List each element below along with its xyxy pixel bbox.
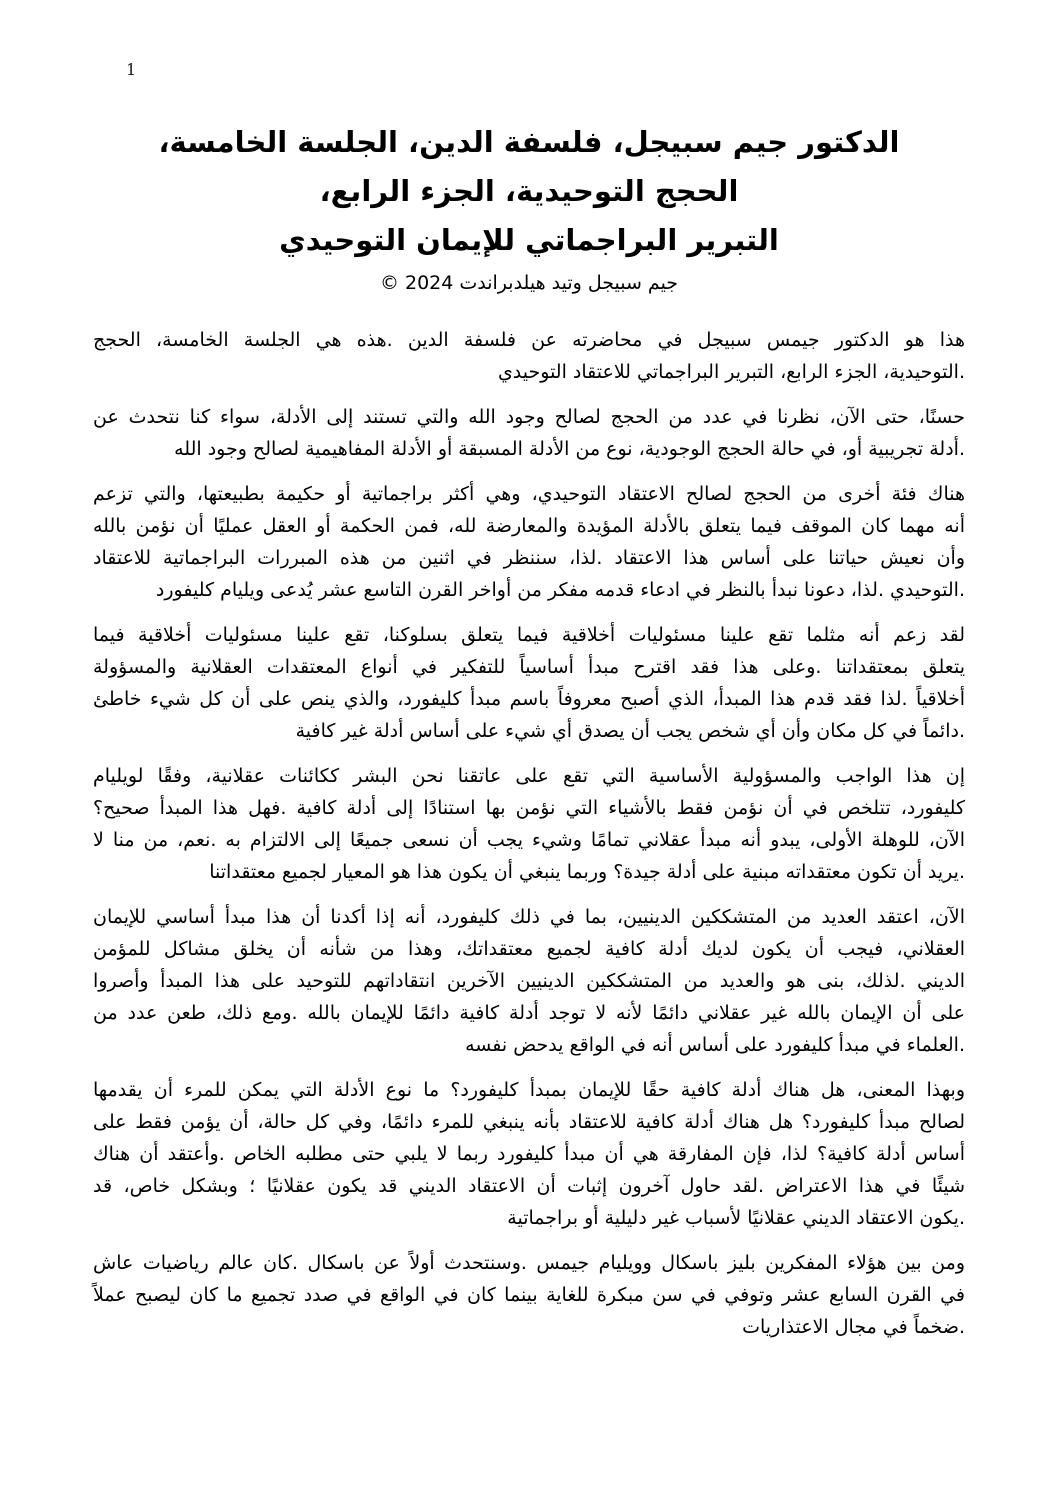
- title-line: الحجج التوحيدية، الجزء الرابع،: [319, 174, 739, 208]
- page-number: 1: [126, 60, 137, 79]
- text-line: وأن نعيش حياتنا على أساس هذا الاعتقاد .لذا، سننظر في اثنين من هذه المبررات البراجماتية للاعتقاد: [93, 547, 965, 569]
- paragraph: [93, 1074, 965, 1234]
- text-line: إن هذا الواجب والمسؤولية الأساسية التي تقع على عاتقنا نحن البشر ككائنات عقلانية، وفقًا لويليام: [93, 765, 965, 787]
- paragraph: [93, 901, 965, 1061]
- text-line: وبهذا المعنى، هل هناك أدلة كافية حقًا للإيمان بمبدأ كليفورد؟ ما نوع الأدلة التي يمكن للمرء أن يقدمها: [93, 1079, 965, 1101]
- text-line: لصالح مبدأ كليفورد؟ هل هناك أدلة كافية للاعتقاد بأنه ينبغي للمرء دائمًا، وفي كل حالة، أن يؤمن فقط على: [93, 1111, 965, 1133]
- text-line: هذا هو الدكتور جيمس سبيجل في محاضرته عن فلسفة الدين .هذه هي الجلسة الخامسة، الحجج: [93, 329, 965, 351]
- document-body: [93, 324, 965, 1343]
- text-line: ومن بين هؤلاء المفكرين بليز باسكال وويليام جيمس .وسنتحدث أولاً عن باسكال .كان عالم رياضيات عاش: [93, 1252, 965, 1274]
- document-title: [93, 118, 965, 265]
- copyright-byline: جيم سبيجل وتيد هيلدبراندت 2024 ©: [379, 272, 679, 294]
- text-line: لقد زعم أنه مثلما تقع علينا مسئوليات أخلاقية فيما يتعلق بسلوكنا، تقع علينا مسئوليات أخلاقية فيما: [93, 624, 965, 646]
- text-line: الآن، اعتقد العديد من المتشككين الدينيين، بما في ذلك كليفورد، أنه إذا أكدنا أن هذا مبدأ أساسي للإيمان: [93, 906, 965, 928]
- text-line: يتعلق بمعتقداتنا .وعلى هذا فقد اقترح مبدأ أساسياً للتفكير في أنواع المعتقدات العقلانية والمسؤولة: [93, 656, 965, 678]
- text-line: .يريد أن تكون معتقداته مبنية على أدلة جيدة؟ وربما ينبغي أن يكون هذا هو المعيار لجميع معتقداتنا: [209, 861, 965, 883]
- title-line: الدكتور جيم سبيجل، فلسفة الدين، الجلسة الخامسة،: [158, 125, 900, 159]
- paragraph: [93, 619, 965, 747]
- text-line: شيئًا في هذا الاعتراض .لقد حاول آخرون إثبات أن الاعتقاد الديني قد يكون عقلانيًا ؛ وبشكل خاص، قد: [93, 1175, 965, 1197]
- text-line: .يكون الاعتقاد الديني عقلانيًا لأسباب غير دليلية أو براجماتية: [507, 1207, 965, 1229]
- text-line: .ضخماً في مجال الاعتذاريات: [742, 1316, 965, 1338]
- text-line: هناك فئة أخرى من الحجج لصالح الاعتقاد التوحيدي، وهي أكثر براجماتية أو حكيمة بطبيعتها، والتي تزعم: [93, 483, 965, 505]
- text-line: حسنًا، حتى الآن، نظرنا في عدد من الحجج لصالح وجود الله والتي تستند إلى الأدلة، سواء كنا نتحدث عن: [93, 406, 965, 428]
- text-line: .العلماء في مبدأ كليفورد على أساس أنه في الواقع يدحض نفسه: [465, 1034, 965, 1056]
- text-line: أخلاقياً .لذا فقد قدم هذا المبدأ، الذي أصبح معروفاً باسم مبدأ كليفورد، والذي ينص على أن كل شيء خاطئ: [93, 688, 965, 710]
- text-line: أساس أدلة كافية؟ لذا، فإن المفارقة هي أن مبدأ كليفورد ربما لا يلبي حتى مطلبه الخاص .وأعتقد أن هناك: [93, 1143, 965, 1165]
- page-content: [0, 118, 1058, 1343]
- text-line: في القرن السابع عشر وتوفي في سن مبكرة للغاية بينما كان في الواقع في صدد تجميع ما كان ليصبح عملاً: [93, 1284, 965, 1306]
- text-line: .التوحيدي .لذا، دعونا نبدأ بالنظر في ادعاء قدمه مفكر من أواخر القرن التاسع عشر يُدعى ويليام كليفورد: [155, 579, 965, 601]
- text-line: كليفورد، تتلخص في أن نؤمن فقط بالأشياء التي نؤمن بها استنادًا إلى أدلة كافية .فهل هذا المبدأ صحيح؟: [93, 797, 965, 819]
- paragraph: [93, 478, 965, 606]
- text-line: .أدلة تجريبية أو، في حالة الحجج الوجودية، نوع من الأدلة المسبقة أو الأدلة المفاهيمية لصالح وجود الله: [174, 438, 965, 460]
- paragraph: [93, 760, 965, 888]
- text-line: على أن الإيمان بالله غير عقلاني دائمًا لأنه لا توجد أدلة كافية دائمًا للإيمان بالله .ومع ذلك، طعن عدد من: [93, 1002, 965, 1024]
- paragraph: [93, 401, 965, 465]
- paragraph: [93, 1247, 965, 1343]
- text-line: الديني .لذلك، بنى هو والعديد من المتشككين الدينيين الآخرين انتقاداتهم للتوحيد على هذا المبدأ وأصروا: [93, 970, 965, 992]
- paragraph: [93, 324, 965, 388]
- document-header: [93, 118, 965, 296]
- text-line: .التوحيدية، الجزء الرابع، التبرير البراجماتي للاعتقاد التوحيدي: [497, 361, 965, 383]
- text-line: العقلاني، فيجب أن يكون لديك أدلة كافية لجميع معتقداتك، وهذا من شأنه أن يخلق مشاكل للمؤمن: [93, 938, 965, 960]
- text-line: .دائماً في كل مكان وأن أي شخص يجب أن يصدق أي شيء على أساس أدلة غير كافية: [295, 720, 965, 742]
- text-line: أنه مهما كان الموقف فيما يتعلق بالأدلة المؤيدة والمعارضة لله، فمن الحكمة أو العقل عمليًا أن نؤمن بالله: [93, 515, 965, 537]
- title-line: التبرير البراجماتي للإيمان التوحيدي: [279, 223, 779, 257]
- text-line: الآن، للوهلة الأولى، يبدو أنه مبدأ عقلاني تمامًا وشيء يجب أن نسعى جميعًا إلى الالتزام به .نعم، من منا لا: [93, 829, 965, 851]
